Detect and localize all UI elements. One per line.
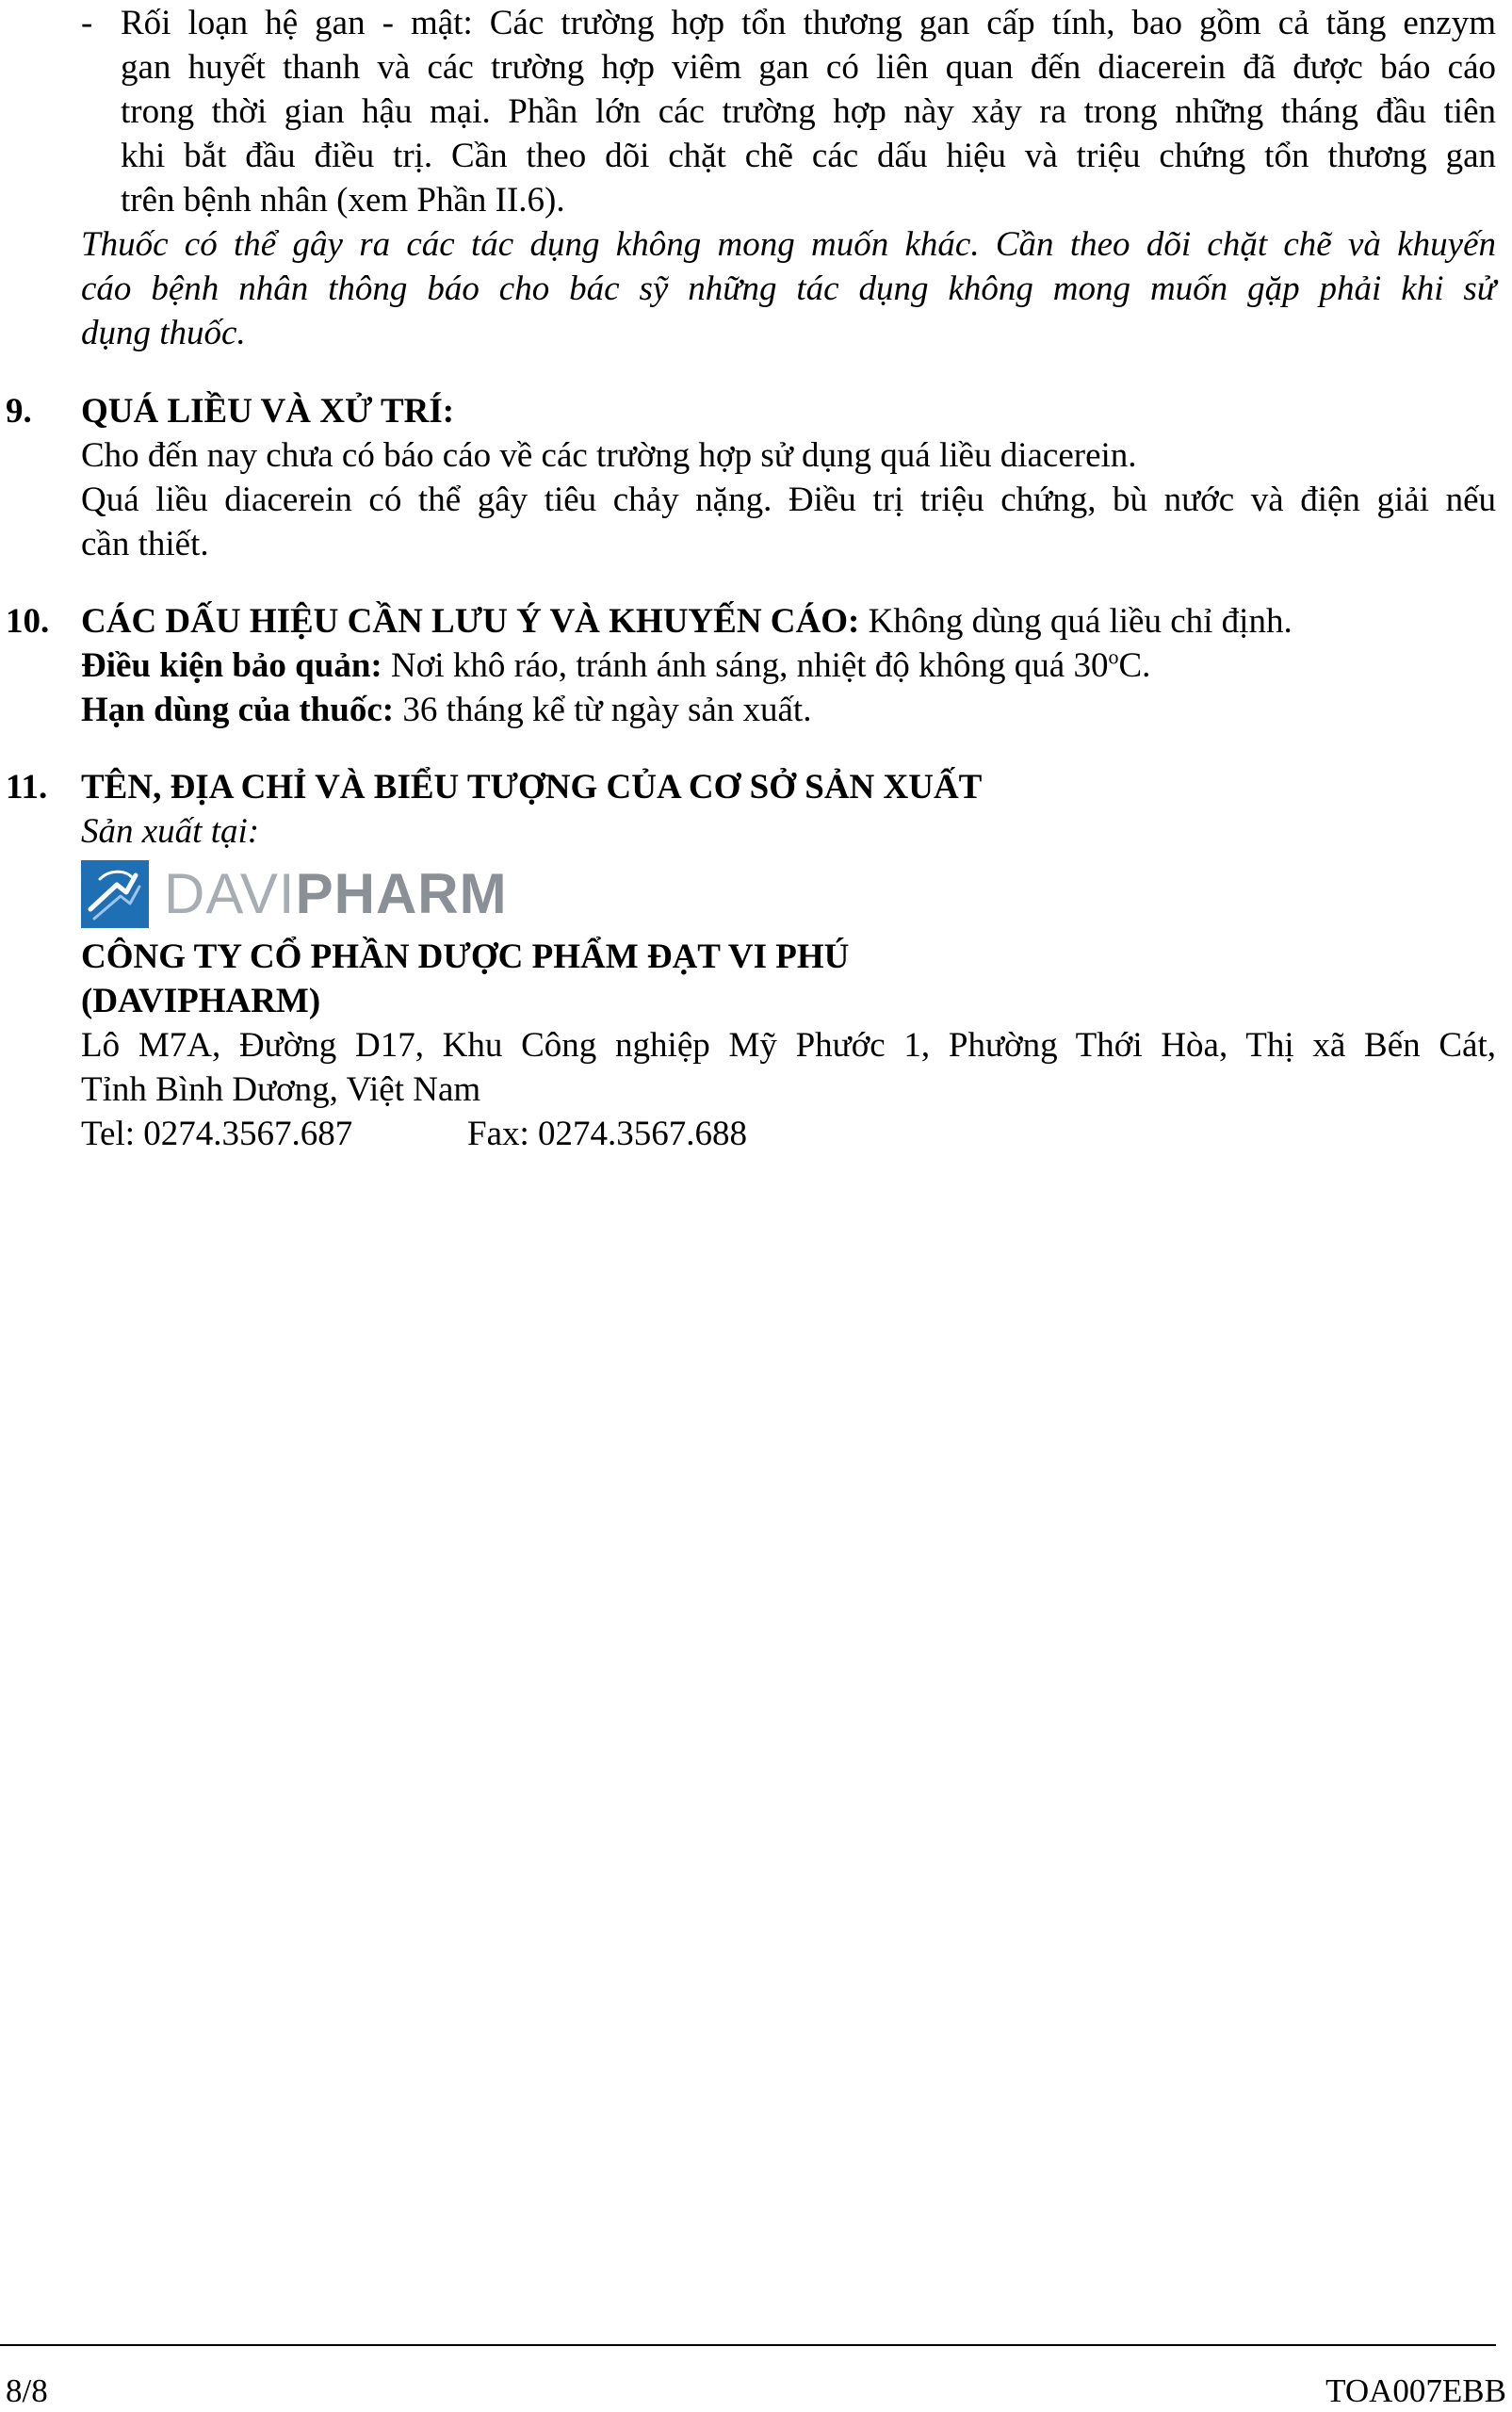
bullet-dash: - bbox=[81, 4, 93, 42]
section-10-title: CÁC DẤU HIỆU CẦN LƯU Ý VÀ KHUYẾN CÁO: bbox=[81, 602, 860, 641]
address-line-2: Tỉnh Bình Dương, Việt Nam bbox=[81, 1070, 481, 1109]
fax-number: Fax: 0274.3567.688 bbox=[467, 1115, 748, 1153]
section-9-line-1: Cho đến nay chưa có báo cáo về các trường hợp sử dụng quá liều diacerein. bbox=[81, 436, 1137, 475]
made-at-label: Sản xuất tại: bbox=[81, 812, 260, 851]
storage-degree: o bbox=[1108, 644, 1119, 669]
footer-divider bbox=[0, 2344, 1496, 2346]
company-name-line-2: (DAVIPHARM) bbox=[81, 982, 321, 1020]
logo-davi-text: DAVI bbox=[164, 862, 296, 925]
section-11-number: 11. bbox=[6, 768, 48, 807]
expiry-line bbox=[81, 693, 811, 727]
storage-label: Điều kiện bảo quản: bbox=[81, 646, 382, 685]
footer-page-number: 8/8 bbox=[6, 2372, 48, 2409]
logo-pharm-text: PHARM bbox=[295, 862, 508, 925]
davipharm-logo bbox=[81, 860, 508, 928]
liver-line-2: gan huyết thanh và các trường hợp viêm gan có liên quan đến diacerein đã được báo cáo bbox=[121, 48, 1496, 87]
section-10-title-rest: Không dùng quá liều chỉ định. bbox=[859, 602, 1293, 641]
liver-line-4: khi bắt đầu điều trị. Cần theo dõi chặt chẽ các dấu hiệu và triệu chứng tổn thương gan bbox=[121, 137, 1496, 175]
warning-line-2: cáo bệnh nhân thông báo cho bác sỹ những tác dụng không mong muốn gặp phải khi sử bbox=[81, 269, 1496, 308]
warning-line-1: Thuốc có thể gây ra các tác dụng không mong muốn khác. Cần theo dõi chặt chẽ và khuyến bbox=[81, 225, 1496, 264]
davipharm-logo-wordmark bbox=[164, 862, 508, 925]
address-line-1: Lô M7A, Đường D17, Khu Công nghiệp Mỹ Phước 1, Phường Thới Hòa, Thị xã Bến Cát, bbox=[81, 1026, 1496, 1065]
storage-text: Nơi khô ráo, tránh ánh sáng, nhiệt độ không quá 30 bbox=[382, 646, 1109, 685]
storage-line bbox=[81, 644, 1151, 685]
tel-number: Tel: 0274.3567.687 bbox=[81, 1115, 353, 1153]
davipharm-logo-mark-icon bbox=[81, 860, 149, 928]
expiry-label: Hạn dùng của thuốc: bbox=[81, 691, 395, 729]
section-9-line-3: cần thiết. bbox=[81, 525, 209, 563]
section-10-number: 10. bbox=[6, 602, 50, 641]
storage-unit: C. bbox=[1118, 646, 1151, 685]
section-9-line-2: Quá liều diacerein có thể gây tiêu chảy nặng. Điều trị triệu chứng, bù nước và điện giải nếu bbox=[81, 481, 1496, 519]
section-9-number: 9. bbox=[6, 392, 32, 431]
section-9-title: QUÁ LIỀU VÀ XỬ TRÍ: bbox=[81, 392, 455, 431]
liver-line-3: trong thời gian hậu mại. Phần lớn các trường hợp này xảy ra trong những tháng đầu tiên bbox=[121, 92, 1496, 131]
company-name-line-1: CÔNG TY CỔ PHẦN DƯỢC PHẨM ĐẠT VI PHÚ bbox=[81, 937, 850, 976]
liver-line-1: Rối loạn hệ gan - mật: Các trường hợp tổn thương gan cấp tính, bao gồm cả tăng enzym bbox=[121, 4, 1496, 42]
warning-line-3: dụng thuốc. bbox=[81, 314, 246, 352]
liver-line-5: trên bệnh nhân (xem Phần II.6). bbox=[121, 181, 565, 220]
section-11-title: TÊN, ĐỊA CHỈ VÀ BIỂU TƯỢNG CỦA CƠ SỞ SẢN XUẤT bbox=[81, 768, 983, 807]
footer-document-code: TOA007EBB bbox=[1325, 2372, 1506, 2409]
expiry-text: 36 tháng kể từ ngày sản xuất. bbox=[394, 691, 812, 729]
section-10-line-1 bbox=[81, 604, 1293, 639]
